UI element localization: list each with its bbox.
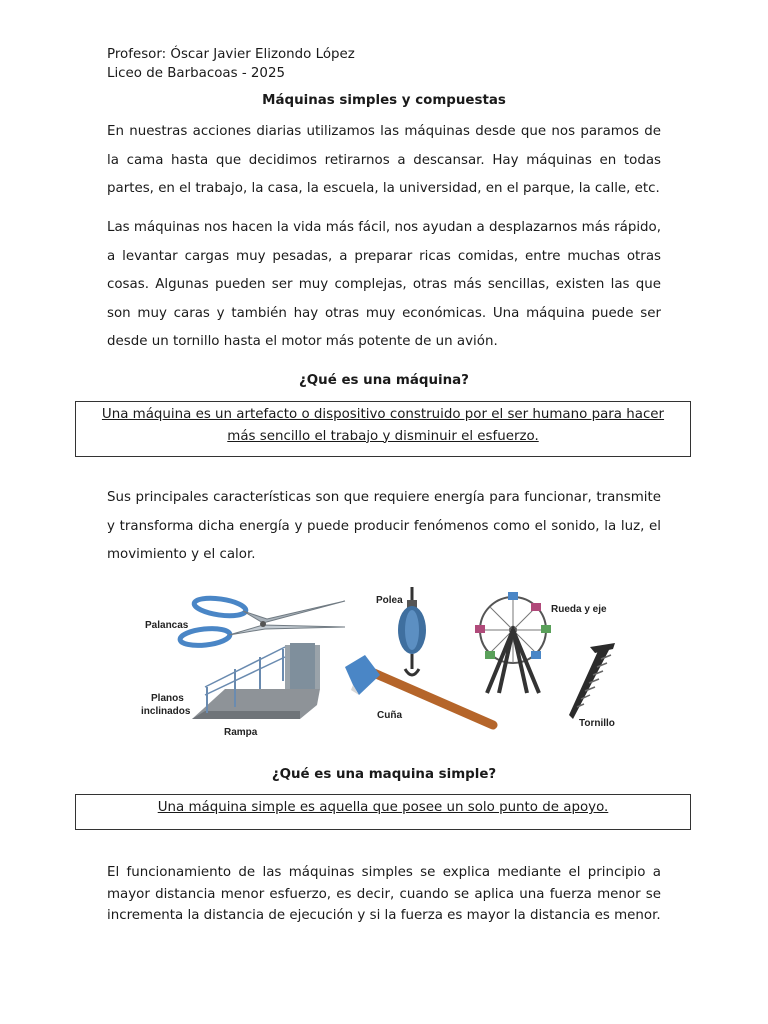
definition-text-simple-machine: Una máquina simple es aquella que posee un solo punto de apoyo. — [157, 800, 609, 815]
school-line: Liceo de Barbacoas - 2025 — [107, 66, 285, 81]
label-rampa: Rampa — [224, 727, 258, 738]
ferris-wheel-icon — [475, 592, 551, 693]
teacher-line: Profesor: Óscar Javier Elizondo López — [107, 47, 355, 62]
axe-icon — [345, 655, 493, 725]
label-palancas: Palancas — [145, 620, 189, 631]
document-title: Máquinas simples y compuestas — [262, 93, 506, 108]
intro-paragraph-2: Las máquinas nos hacen la vida más fácil, nos ayudan a desplazarnos más rápido, a levantar cargas muy pesadas, a preparar ricas comidas, entre muchas otras cosas. Algunas pueden ser muy complejas, otras más sencillas, existen las que son muy caras y también hay otras muy económicas. Una máquina puede ser desde un tornillo hasta el motor más potente de un avión. — [107, 220, 661, 349]
simple-machines-illustration — [95, 585, 687, 740]
definition-box-simple-machine — [75, 794, 691, 830]
label-planos: Planos — [151, 693, 184, 704]
definition-box-machine — [75, 401, 691, 457]
definition-text-machine: Una máquina es un artefacto o dispositivo construido por el ser humano para hacer más sencillo el trabajo y disminuir el esfuerzo. — [101, 407, 665, 444]
ramp-icon — [192, 643, 320, 719]
label-cuna: Cuña — [377, 710, 402, 721]
section-heading-machine: ¿Qué es una máquina? — [299, 373, 469, 388]
simple-machines-figure — [95, 585, 687, 740]
screw-icon — [569, 643, 615, 719]
section-heading-simple-machine: ¿Qué es una maquina simple? — [271, 767, 497, 782]
characteristics-paragraph: Sus principales características son que requiere energía para funcionar, transmite y transforma dicha energía y puede producir fenómenos como el sonido, la luz, el movimiento y el calor. — [107, 490, 661, 562]
scissors-icon — [179, 595, 345, 647]
label-rueda-eje: Rueda y eje — [551, 604, 607, 615]
principle-paragraph: El funcionamiento de las máquinas simples se explica mediante el principio a mayor distancia menor esfuerzo, es decir, cuando se aplica una fuerza menor se incrementa la distancia de ejecución y si la fuerza es mayor la distancia es menor. — [107, 865, 661, 924]
intro-paragraph-1: En nuestras acciones diarias utilizamos las máquinas desde que nos paramos de la cama hasta que decidimos retirarnos a descansar. Hay máquinas en todas partes, en el trabajo, la casa, la escuela, la universidad, en el parque, la calle, etc. — [107, 124, 661, 196]
label-inclinados: inclinados — [141, 706, 191, 717]
label-tornillo: Tornillo — [579, 718, 615, 729]
label-polea: Polea — [376, 595, 403, 606]
